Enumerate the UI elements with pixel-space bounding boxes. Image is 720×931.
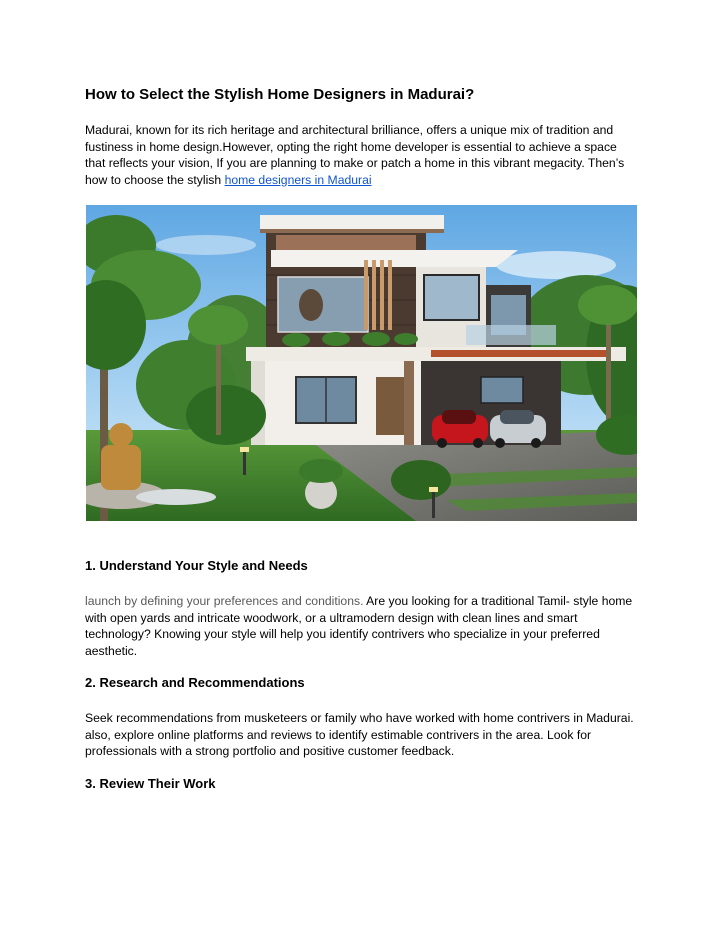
section-text-muted: launch by defining your preferences and conditions. bbox=[85, 594, 364, 608]
section-heading-style: 1. Understand Your Style and Needs bbox=[85, 558, 308, 573]
home-designers-link[interactable]: home designers in Madurai bbox=[224, 172, 372, 187]
intro-text: Madurai, known for its rich heritage and architectural brilliance, offers a unique mix of tradition and fustiness in home design.However, opting the right home developer is essential to achieve a space that reflects your vision, If you are planning to make or patch a home in this vibrant megacity. Then’s how to choose the stylish bbox=[85, 123, 625, 187]
section-text: Are you looking for a traditional Tamil- style home with open yards and intricate woodwork, or a ultramodern design with clean lines and smart technology? Knowing your style will help you identify contrivers who specialize in your preferred aesthetic. bbox=[85, 594, 633, 658]
intro-paragraph bbox=[85, 122, 637, 188]
section-heading-review: 3. Review Their Work bbox=[85, 776, 216, 791]
section-paragraph-style bbox=[85, 593, 637, 659]
section-paragraph-research: Seek recommendations from musketeers or family who have worked with home contrivers in Madurai. also, explore online platforms and reviews to identify estimable contrivers in the area. Look for professionals with a strong portfolio and positive customer feedback. bbox=[85, 711, 634, 758]
section-heading-research: 2. Research and Recommendations bbox=[85, 675, 305, 690]
modern-house-photo bbox=[86, 205, 637, 521]
page-title: How to Select the Stylish Home Designers in Madurai? bbox=[85, 86, 475, 103]
